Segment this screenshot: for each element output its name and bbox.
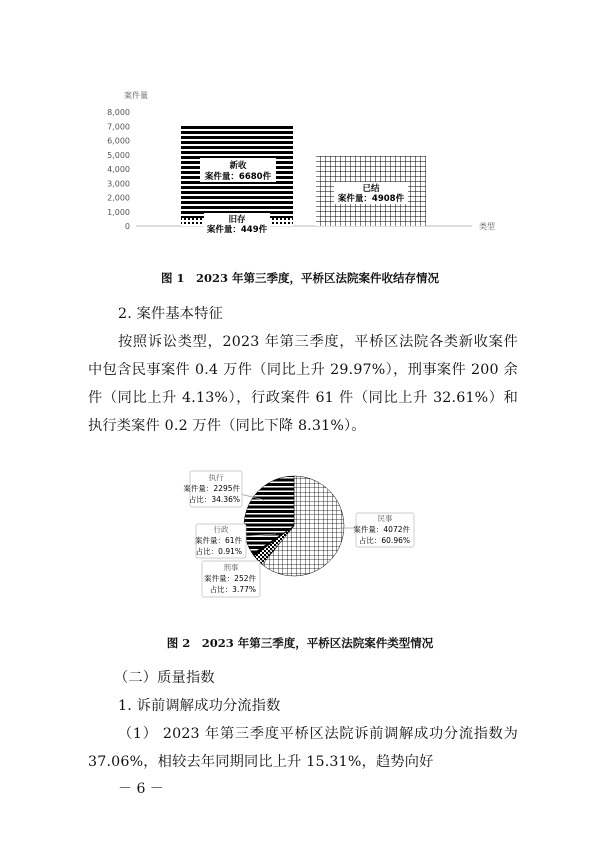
bar-label-closed-value: 案件量：4908件 — [337, 194, 405, 204]
callout-civil-name: 民事 — [377, 514, 393, 523]
quality-section-title: （二）质量指数 — [114, 670, 215, 686]
y-tick-label: 3,000 — [107, 179, 130, 189]
y-tick-label: 4,000 — [107, 165, 130, 174]
bar-label-new-value: 案件量：6680件 — [204, 172, 272, 182]
bar-label-new-name: 新收 — [229, 161, 247, 171]
item1-paragraph: （1） 2023 年第三季度平桥区法院诉前调解成功分流指数为 37.06%，相较去年同期同比上升 15.31%，趋势向好 — [88, 726, 518, 770]
x-axis-label: 类型 — [479, 222, 495, 231]
callout-enforcement-count: 案件量：2295件 — [183, 484, 240, 493]
callout-administrative-share: 占比：0.91% — [195, 547, 242, 556]
callout-administrative-name: 行政 — [213, 525, 229, 534]
y-tick-label: 6,000 — [107, 136, 130, 146]
y-axis-ticks — [107, 108, 130, 231]
section2-paragraph: 按照诉讼类型，2023 年第三季度，平桥区法院各类新收案件中包含民事案件 0.4 万件（同比上升 29.97%），刑事案件 200 余件（同比上升 4.13%），行政案件 61 件（同比上升 32.61%）和执行类案件 0.2 万件（同比下降 8.31%）。 — [88, 334, 518, 434]
bar-label-old-name: 旧存 — [228, 215, 246, 225]
y-tick-label: 7,000 — [107, 122, 130, 132]
callout-civil-share: 占比：60.96% — [358, 536, 410, 545]
callout-enforcement-name: 执行 — [208, 473, 224, 482]
figure2-caption: 图 2 2023 年第三季度，平桥区法院案件类型情况 — [166, 636, 434, 650]
figure1-caption: 图 1 2023 年第三季度，平桥区法院案件收结存情况 — [160, 271, 439, 285]
item1-title: 1. 诉前调解成功分流指数 — [118, 698, 281, 714]
callout-enforcement-share: 占比：34.36% — [188, 495, 240, 504]
callout-criminal-share: 占比：3.77% — [209, 585, 256, 594]
y-tick-label: 8,000 — [107, 108, 130, 117]
bar-label-closed-name: 已结 — [362, 184, 380, 194]
y-tick-label: 1,000 — [107, 207, 130, 217]
y-tick-label: 2,000 — [107, 193, 130, 203]
bar-label-old-value: 案件量：449件 — [206, 225, 268, 235]
section2-title: 2. 案件基本特征 — [118, 306, 223, 322]
callout-criminal-count: 案件量：252件 — [204, 574, 256, 583]
figure1-bar-chart — [100, 86, 510, 236]
figure2-pie-chart — [170, 456, 440, 606]
callout-civil-count: 案件量：4072件 — [353, 525, 410, 534]
y-axis-label: 案件量 — [124, 91, 148, 100]
callout-criminal-name: 刑事 — [223, 563, 239, 572]
y-tick-label: 0 — [124, 222, 130, 231]
callout-administrative-count: 案件量：61件 — [194, 536, 242, 545]
page-number: － 6 － — [118, 781, 164, 797]
y-tick-label: 5,000 — [107, 150, 130, 160]
